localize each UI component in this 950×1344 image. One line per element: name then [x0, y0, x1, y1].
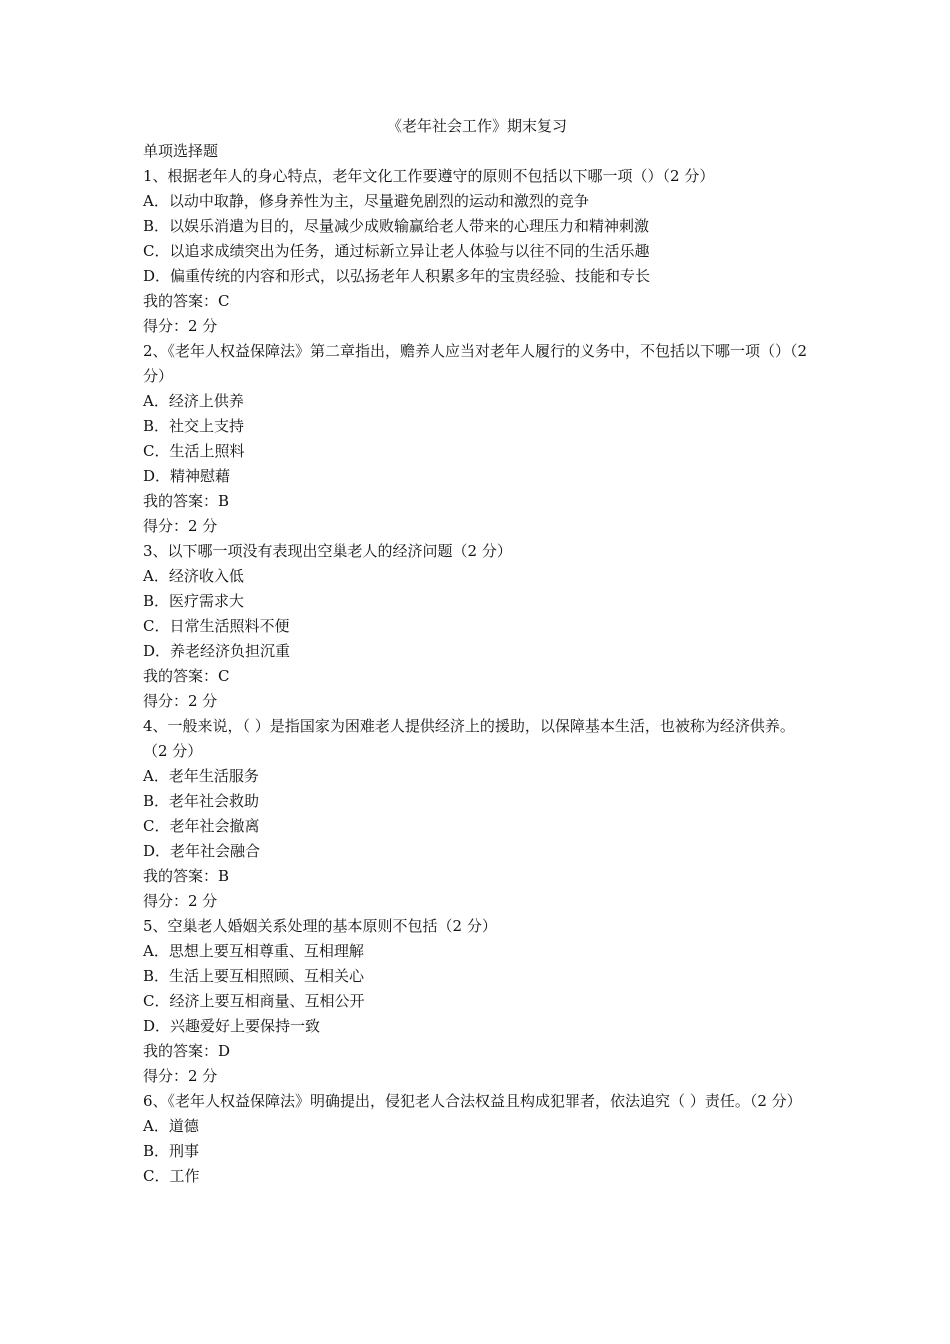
question-option: A．道德: [143, 1117, 199, 1135]
question-option: A．经济收入低: [143, 567, 244, 585]
question-option: C．工作: [143, 1167, 200, 1185]
question-option: A．以动中取静，修身养性为主，尽量避免剧烈的运动和激烈的竞争: [143, 192, 589, 210]
question-option: C．日常生活照料不便: [143, 617, 290, 635]
question-option: A．经济上供养: [143, 392, 244, 410]
question-option: B．刑事: [143, 1142, 200, 1160]
question-option: C．老年社会撤离: [143, 817, 260, 835]
question-score: 得分：2 分: [143, 692, 218, 710]
document-content: [143, 114, 811, 1189]
question-option: B．以娱乐消遣为目的，尽量减少成败输赢给老人带来的心理压力和精神刺激: [143, 217, 650, 235]
question-option: D．老年社会融合: [143, 842, 261, 860]
question-item: [143, 914, 811, 1089]
question-score: 得分：2 分: [143, 1067, 218, 1085]
question-option: D．偏重传统的内容和形式，以弘扬老年人积累多年的宝贵经验、技能和专长: [143, 267, 651, 285]
question-stem: 3、以下哪一项没有表现出空巢老人的经济问题（2 分）: [143, 542, 512, 560]
document-title: 《老年社会工作》期末复习: [386, 117, 567, 135]
question-stem: 6、《老年人权益保障法》明确提出，侵犯老人合法权益且构成犯罪者，依法追究（ ）责任。（2 分）: [143, 1092, 802, 1110]
question-score: 得分：2 分: [143, 517, 218, 535]
question-option: C．以追求成绩突出为任务，通过标新立异让老人体验与以往不同的生活乐趣: [143, 242, 650, 260]
question-option: B．生活上要互相照顾、互相关心: [143, 967, 365, 985]
question-option: A．老年生活服务: [143, 767, 259, 785]
my-answer: 我的答案：B: [143, 867, 230, 885]
question-option: D．养老经济负担沉重: [143, 642, 291, 660]
question-option: B．老年社会救助: [143, 792, 260, 810]
question-score: 得分：2 分: [143, 317, 218, 335]
question-list: [143, 164, 811, 1189]
question-stem: 1、根据老年人的身心特点，老年文化工作要遵守的原则不包括以下哪一项（）（2 分）: [143, 167, 715, 185]
question-stem: 5、空巢老人婚姻关系处理的基本原则不包括（2 分）: [143, 917, 497, 935]
question-item: [143, 1089, 811, 1189]
question-item: [143, 164, 811, 339]
question-option: B．医疗需求大: [143, 592, 245, 610]
question-score: 得分：2 分: [143, 892, 218, 910]
question-option: C．生活上照料: [143, 442, 245, 460]
question-option: D．精神慰藉: [143, 467, 231, 485]
question-stem: 2、《老年人权益保障法》第二章指出，赡养人应当对老年人履行的义务中，不包括以下哪一项（）（2 分）: [143, 342, 808, 385]
question-option: D．兴趣爱好上要保持一致: [143, 1017, 321, 1035]
my-answer: 我的答案：C: [143, 667, 230, 685]
question-item: [143, 714, 811, 914]
my-answer: 我的答案：B: [143, 492, 230, 510]
question-item: [143, 339, 811, 539]
question-option: A．思想上要互相尊重、互相理解: [143, 942, 364, 960]
question-option: B．社交上支持: [143, 417, 245, 435]
my-answer: 我的答案：C: [143, 292, 230, 310]
question-option: C．经济上要互相商量、互相公开: [143, 992, 365, 1010]
question-stem: 4、一般来说，（ ）是指国家为困难老人提供经济上的援助，以保障基本生活，也被称为经济供养。（2 分）: [143, 717, 795, 760]
section-title: 单项选择题: [143, 142, 219, 160]
my-answer: 我的答案：D: [143, 1042, 231, 1060]
question-item: [143, 539, 811, 714]
